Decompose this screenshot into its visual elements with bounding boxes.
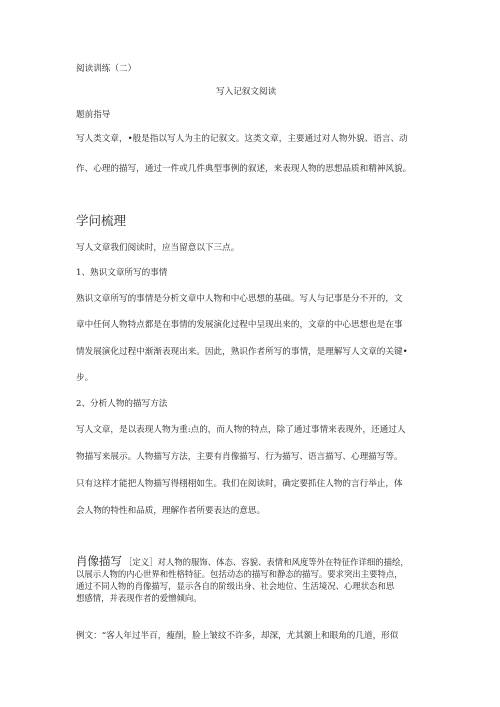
intro-text: 写人文章我们阅读时，应当留意以下三点。 bbox=[76, 243, 240, 253]
example-text: 例文：“客人年过半百，瘦削，脸上皱纹不许多，却深，尤其额上和眼角的几道，形似 bbox=[76, 631, 399, 641]
point-2-title: 2、分析人物的描写方法 bbox=[76, 399, 168, 409]
document-subtitle: 写入记叙文阅读 bbox=[216, 87, 277, 97]
definition-line-3: 通过不同人物的肖像描写，显示各自的阶级出身、社会地位、生活境况、心理状态和思 bbox=[76, 581, 395, 591]
definition-line-2: 以展示人物的内心世界和性格特征。包括动态的描写和静态的描写。要求突出主要特点， bbox=[76, 569, 403, 579]
point-1-line: 熟识文章所写的事情是分析文章中人物和中心思想的基础。写人与记事是分不开的，文 bbox=[76, 294, 403, 304]
point-2-line: 会人物的特性和品质，理解作者所要表达的意思。 bbox=[76, 506, 266, 516]
section-title: 学问梳理 bbox=[76, 213, 127, 228]
point-2-line: 只有这样才能把人物描写得栩栩如生。我们在阅读时，确定要抓住人物的言行举止，体 bbox=[76, 479, 403, 489]
guide-line-1: 写人类文章，•般是指以写人为主的记叙文。这类文章，主要通过对人物外貌、语言、动 bbox=[76, 134, 408, 144]
point-2-line: 物描写来展示。人物描写方法，主要有肖像描写、行为描写、语言描写、心理描写等。 bbox=[76, 452, 403, 462]
point-1-line: 情发展演化过程中渐渐表现出来。因此，熟识作者所写的事情，是理解写人文章的关键• bbox=[76, 347, 408, 357]
point-1-line: 章中任何人物特点都是在事情的发展演化过程中呈现出来的，文章的中心思想也是在事 bbox=[76, 320, 403, 330]
document-heading: 阅读训练（二） bbox=[76, 64, 137, 74]
definition-line-4: 想感情，并表现作者的爱憎倾向。 bbox=[76, 593, 202, 603]
point-1-line: 步。 bbox=[76, 373, 94, 383]
point-2-line: 写人文章，是以表现人物为重:点的，而人物的特点，除了通过事情来表现外，还通过人 bbox=[76, 425, 406, 435]
guide-label: 题前指导 bbox=[76, 110, 111, 120]
definition-term: 肖像描写 bbox=[76, 554, 122, 568]
guide-line-2: 作、心理的描写，通过一件或几件典型事例的叙述，来表现人物的思想品质和精神风貌。 bbox=[76, 164, 412, 174]
point-1-title: 1、熟识文章所写的事情 bbox=[76, 268, 168, 278]
portrait-description-definition bbox=[76, 555, 436, 604]
definition-line-1: 肖像描写 ［定义］对人物的服饰、体态、容貌、表情和风度等外在特征作详细的描绘， bbox=[76, 554, 409, 568]
